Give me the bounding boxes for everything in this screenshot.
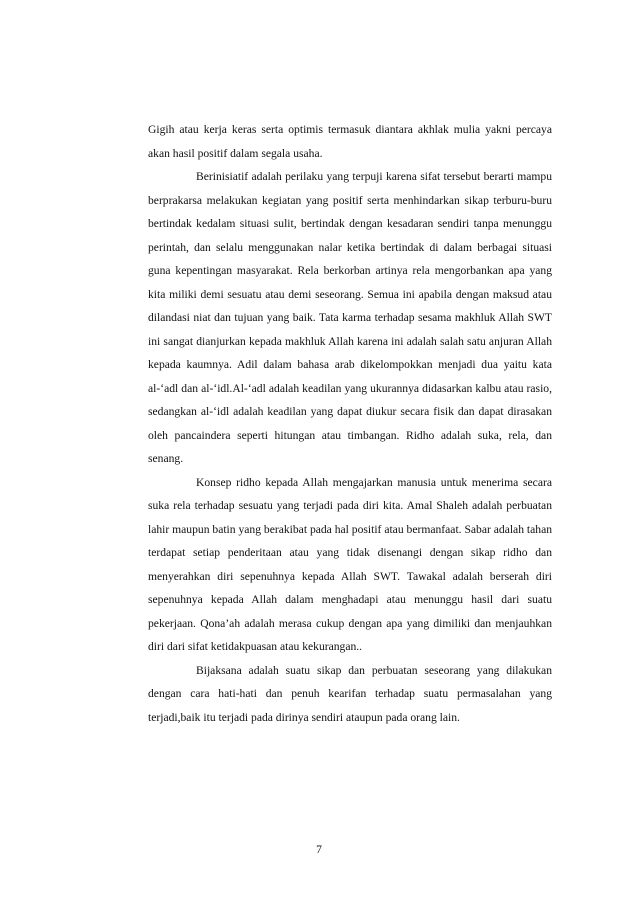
paragraph-gigih: Gigih atau kerja keras serta optimis termasuk diantara akhlak mulia yakni percaya akan hasil positif dalam segala usaha. (148, 123, 552, 160)
page-number: 7 (316, 843, 322, 856)
paragraph-berinisiatif: Berinisiatif adalah perilaku yang terpuji karena sifat tersebut berarti mampu berprakarsa melakukan kegiatan yang positif serta menhindarkan sikap terburu-buru bertindak kedalam situasi sulit, bertindak dengan kesadaran sendiri tanpa menunggu perintah, dan selalu menggunakan nalar ketika bertindak di dalam berbagai situasi guna kepentingan masyarakat. Rela berkorban artinya rela mengorbankan apa yang kita miliki demi sesuatu atau demi seseorang. Semua ini apabila dengan maksud atau dilandasi niat dan tujuan yang baik. Tata karma terhadap sesama makhluk Allah SWT ini sangat dianjurkan kepada makhluk Allah karena ini adalah salah satu anjuran Allah kepada kaumnya. Adil dalam bahasa arab dikelompokkan menjadi dua yaitu kata al-‘adl dan al-‘idl.Al-‘adl adalah keadilan yang ukurannya didasarkan kalbu atau rasio, sedangkan al-‘idl adalah keadilan yang dapat diukur secara fisik dan dapat dirasakan oleh pancaindera seperti hitungan atau timbangan. Ridho adalah suka, rela, dan senang. (148, 170, 552, 465)
paragraph-bijaksana: Bijaksana adalah suatu sikap dan perbuatan seseorang yang dilakukan dengan cara hati-hati dan penuh kearifan terhadap suatu permasalahan yang terjadi,baik itu terjadi pada dirinya sendiri ataupun pada orang lain. (148, 663, 552, 724)
body-text (148, 118, 552, 729)
paragraph-konsep-ridho: Konsep ridho kepada Allah mengajarkan manusia untuk menerima secara suka rela terhadap sesuatu yang terjadi pada diri kita. Amal Shaleh adalah perbuatan lahir maupun batin yang berakibat pada hal positif atau bermanfaat. Sabar adalah tahan terdapat setiap penderitaan atau yang tidak disenangi dengan sikap ridho dan menyerahkan diri sepenuhnya kepada Allah SWT. Tawakal adalah berserah diri sepenuhnya kepada Allah dalam menghadapi atau menunggu hasil dari suatu pekerjaan. Qona’ah adalah merasa cukup dengan apa yang dimiliki dan menjauhkan diri dari sifat ketidakpuasan atau kekurangan.. (148, 475, 553, 653)
